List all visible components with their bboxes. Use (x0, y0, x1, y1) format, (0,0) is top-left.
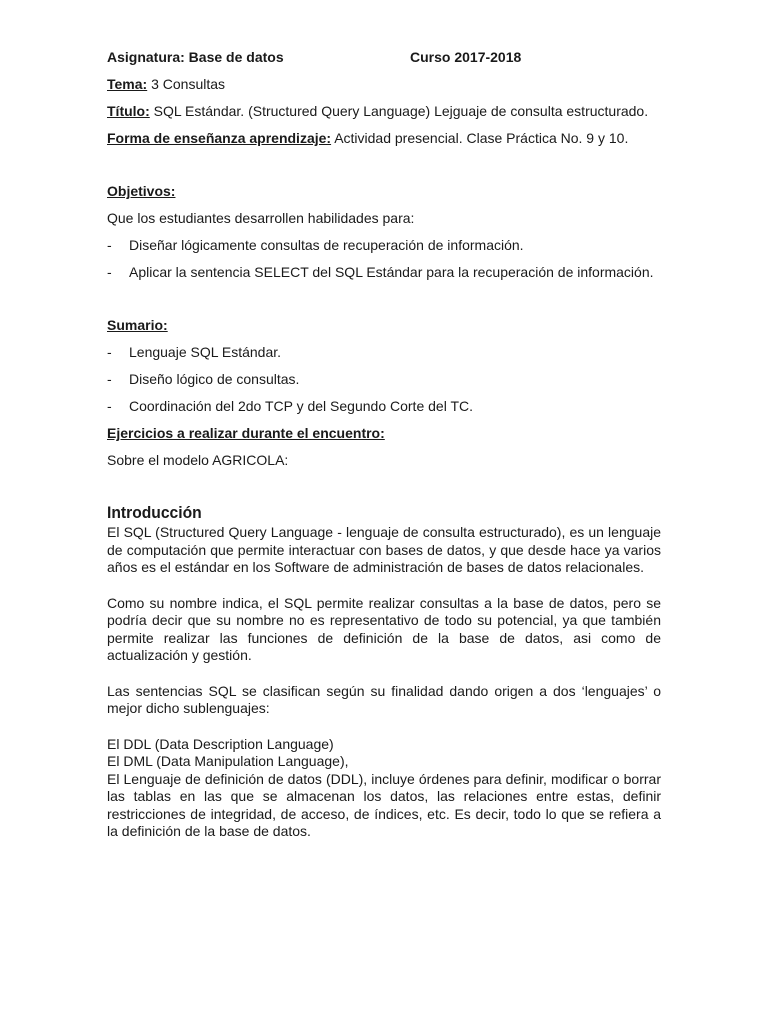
titulo-value: SQL Estándar. (Structured Query Language) Lejguaje de consulta estructurado. (149, 103, 649, 119)
tema-line (107, 71, 661, 98)
list-item (107, 339, 661, 366)
list-item (107, 393, 661, 420)
list-dash: - (107, 398, 112, 414)
list-item-text: Diseño lógico de consultas. (129, 371, 300, 387)
list-dash: - (107, 237, 112, 253)
ejercicios-heading (107, 420, 661, 447)
objetivos-heading (107, 178, 661, 205)
forma-value: Actividad presencial. Clase Práctica No. 9 y 10. (331, 130, 629, 146)
course-label: Curso 2017-2018 (410, 49, 522, 65)
forma-line (107, 125, 661, 152)
list-dash: - (107, 344, 112, 360)
list-item (107, 366, 661, 393)
header-row (107, 44, 661, 71)
sumario-list (107, 339, 661, 420)
tema-label: Tema: (107, 76, 148, 92)
subject-label: Asignatura: Base de datos (107, 49, 284, 65)
ejercicios-heading-text: Ejercicios a realizar durante el encuentro: (107, 425, 385, 441)
objetivos-list (107, 232, 661, 286)
list-item-text: Coordinación del 2do TCP y del Segundo Corte del TC. (129, 398, 473, 414)
titulo-line (107, 98, 661, 125)
sumario-heading-text: Sumario: (107, 317, 168, 333)
objetivos-intro: Que los estudiantes desarrollen habilidades para: (107, 210, 415, 226)
ejercicios-text (107, 447, 661, 474)
intro-paragraph-1: El SQL (Structured Query Language - lenguaje de consulta estructurado), es un lenguaje de computación que permite interactuar con bases de datos, y que desde hace ya varios años es el estándar en los Software de administración de bases de datos relacionales. (107, 524, 661, 575)
ddl-line: El DDL (Data Description Language) (107, 735, 334, 752)
list-item (107, 232, 661, 259)
intro-paragraph-2: Como su nombre indica, el SQL permite realizar consultas a la base de datos, pero se podría decir que su nombre no es representativo de todo su potencial, ya que también permite realizar las funciones de definición de la base de datos, asi como de actualización y gestión. (107, 594, 661, 663)
list-item (107, 259, 661, 286)
list-item-text: Aplicar la sentencia SELECT del SQL Estándar para la recuperación de información. (129, 264, 654, 280)
tema-value: 3 Consultas (147, 76, 226, 92)
dml-line: El DML (Data Manipulation Language), (107, 753, 349, 769)
list-dash: - (107, 264, 112, 280)
introduccion-heading: Introducción (107, 503, 202, 522)
sumario-heading (107, 312, 661, 339)
titulo-label: Título: (107, 103, 150, 119)
forma-label: Forma de enseñanza aprendizaje: (107, 130, 332, 146)
ejercicios-text-value: Sobre el modelo AGRICOLA: (107, 452, 289, 468)
list-item-text: Diseñar lógicamente consultas de recuperación de información. (129, 237, 524, 253)
objetivos-heading-text: Objetivos: (107, 183, 176, 199)
list-dash: - (107, 371, 112, 387)
list-item-text: Lenguaje SQL Estándar. (129, 344, 282, 360)
document-page (107, 44, 661, 841)
intro-paragraph-4: El Lenguaje de definición de datos (DDL), incluye órdenes para definir, modificar o borrar las tablas en las que se almacenan los datos, las relaciones entre estas, definir restricciones de integridad, de acceso, de índices, etc. Es decir, todo lo que se refiera a la definición de la base de datos. (107, 770, 661, 839)
intro-paragraph-3: Las sentencias SQL se clasifican según su finalidad dando origen a dos ‘lenguajes’ o mejor dicho sublenguajes: (107, 682, 661, 716)
